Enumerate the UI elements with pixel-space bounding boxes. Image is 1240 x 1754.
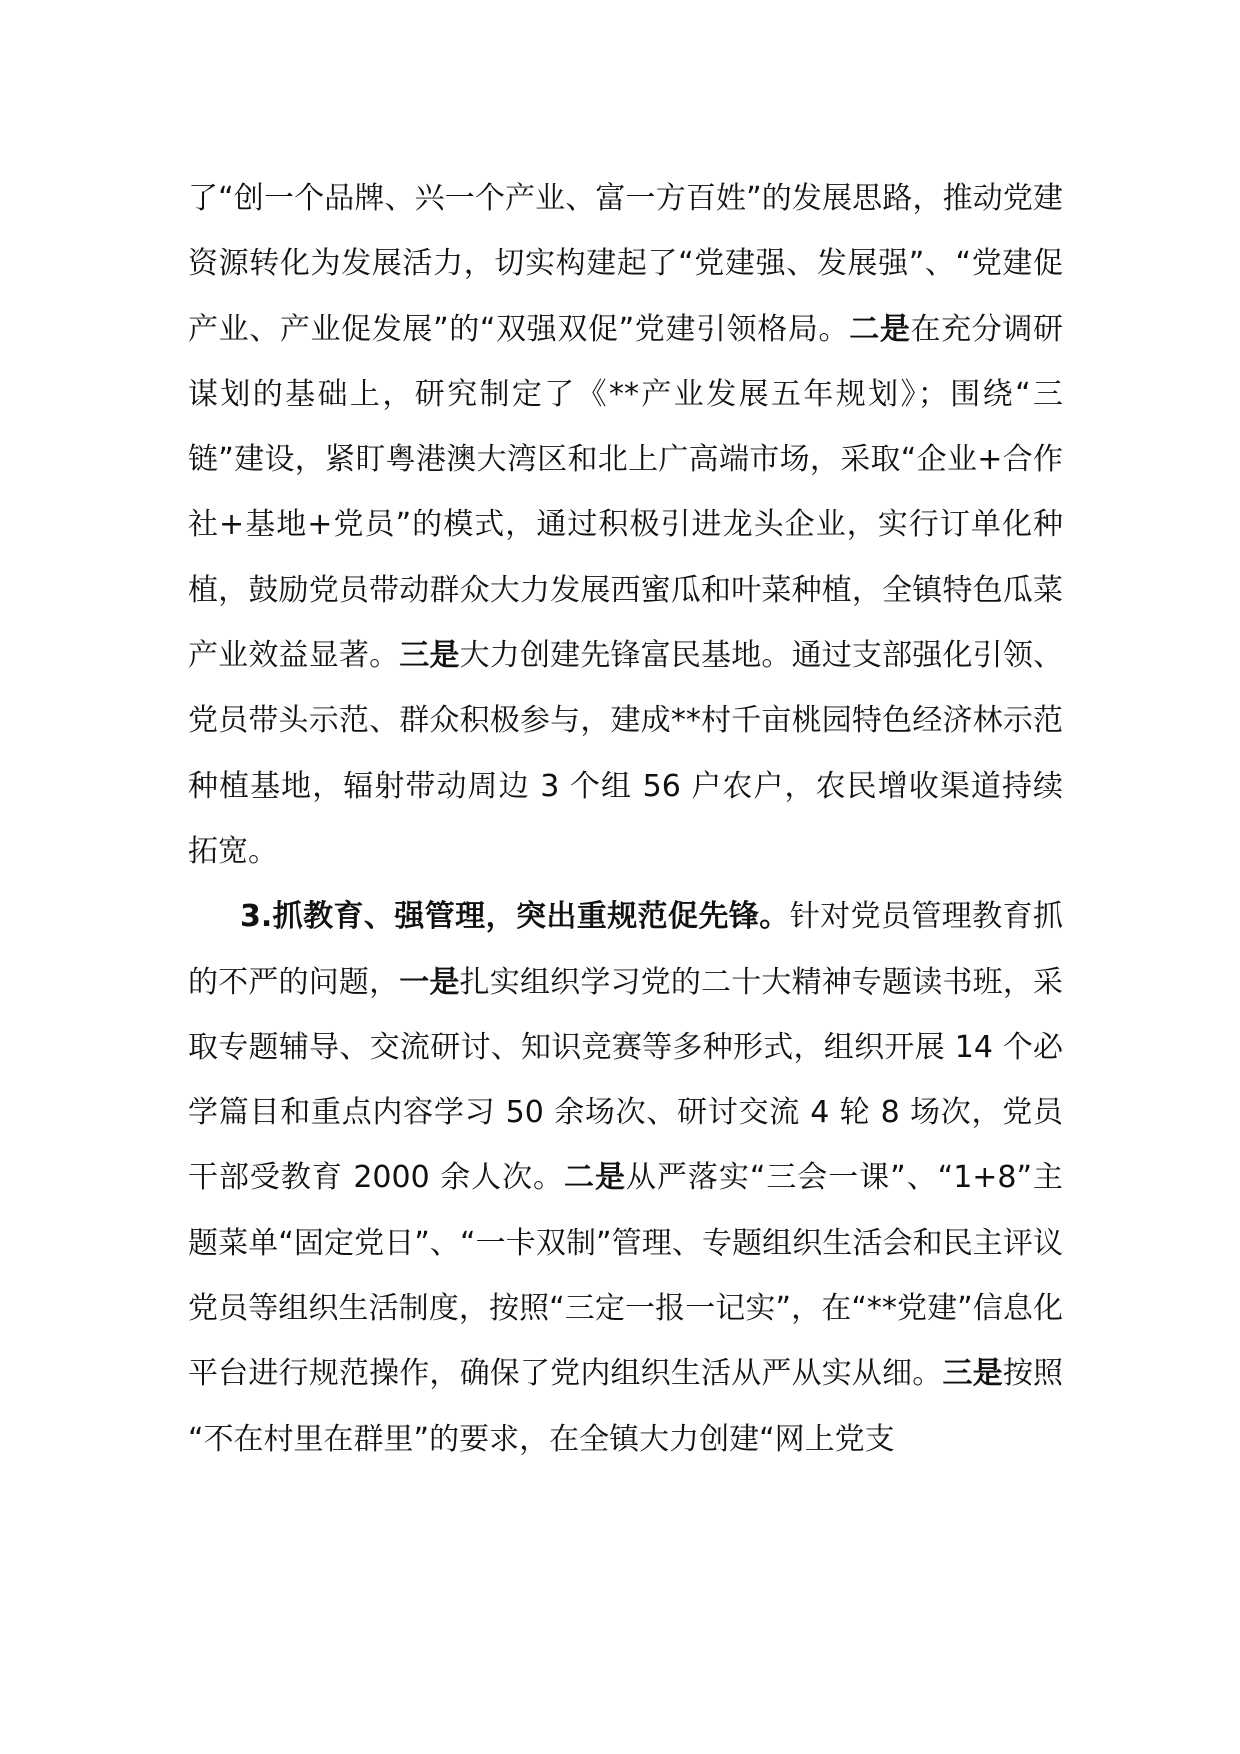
bold-marker: 一是	[399, 964, 460, 1000]
text-segment: 在充分调研谋划的基础上，研究制定了《**产业发展五年规划》；围绕“三链”建设，紧盯粤港澳大湾区和北上广高端市场，采取“企业+合作社+基地+党员”的模式，通过积极引进龙头企业，实行订单化种植，鼓励党员带动群众大力发展西蜜瓜和叶菜种植，全镇特色瓜菜产业效益显著。	[188, 311, 1064, 674]
bold-marker: 三是	[399, 638, 460, 674]
text-segment: 针对党员管理教育抓的不严的问题，	[188, 899, 1064, 1000]
text-segment: 按照 “不在村里在群里”的要求，在全镇大力创建“网上党支	[188, 1356, 1064, 1457]
text-segment: 大力创建先锋富民基地。通过支部强化引领、党员带头示范、群众积极参与，建成**村千亩桃园特色经济林示范种植基地，辐射带动周边 3 个组 56 户农户，农民增收渠道持续拓宽。	[188, 638, 1064, 869]
text-segment: 扎实组织学习党的二十大精神专题读书班，采取专题辅导、交流研讨、知识竞赛等多种形式，组织开展 14 个必学篇目和重点内容学习 50 余场次、研讨交流 4 轮 8 场次，党员干部受教育 2000 余人次。	[188, 964, 1064, 1196]
text-segment: 了“创一个品牌、兴一个产业、富一方百姓”的发展思路，推动党建资源转化为发展活力，切实构建起了“党建强、发展强”、“党建促产业、产业促发展”的“双强双促”党建引领格局。	[188, 181, 1063, 347]
section-heading: 3.抓教育、强管理，突出重规范促先锋。	[240, 899, 790, 935]
bold-marker: 二是	[564, 1160, 626, 1196]
text-segment: 从严落实“三会一课”、“1+8”主题菜单“固定党日”、“一卡双制”管理、专题组织生活会和民主评议党员等组织生活制度，按照“三定一报一记实”，在“**党建”信息化平台进行规范操作，确保了党内组织生活从严从实从细。	[188, 1160, 1064, 1392]
bold-marker: 二是	[849, 311, 911, 347]
bold-marker: 三是	[942, 1356, 1003, 1392]
paragraph-1	[188, 166, 1063, 884]
document-body	[188, 166, 1063, 1472]
paragraph-2	[188, 884, 1063, 1472]
